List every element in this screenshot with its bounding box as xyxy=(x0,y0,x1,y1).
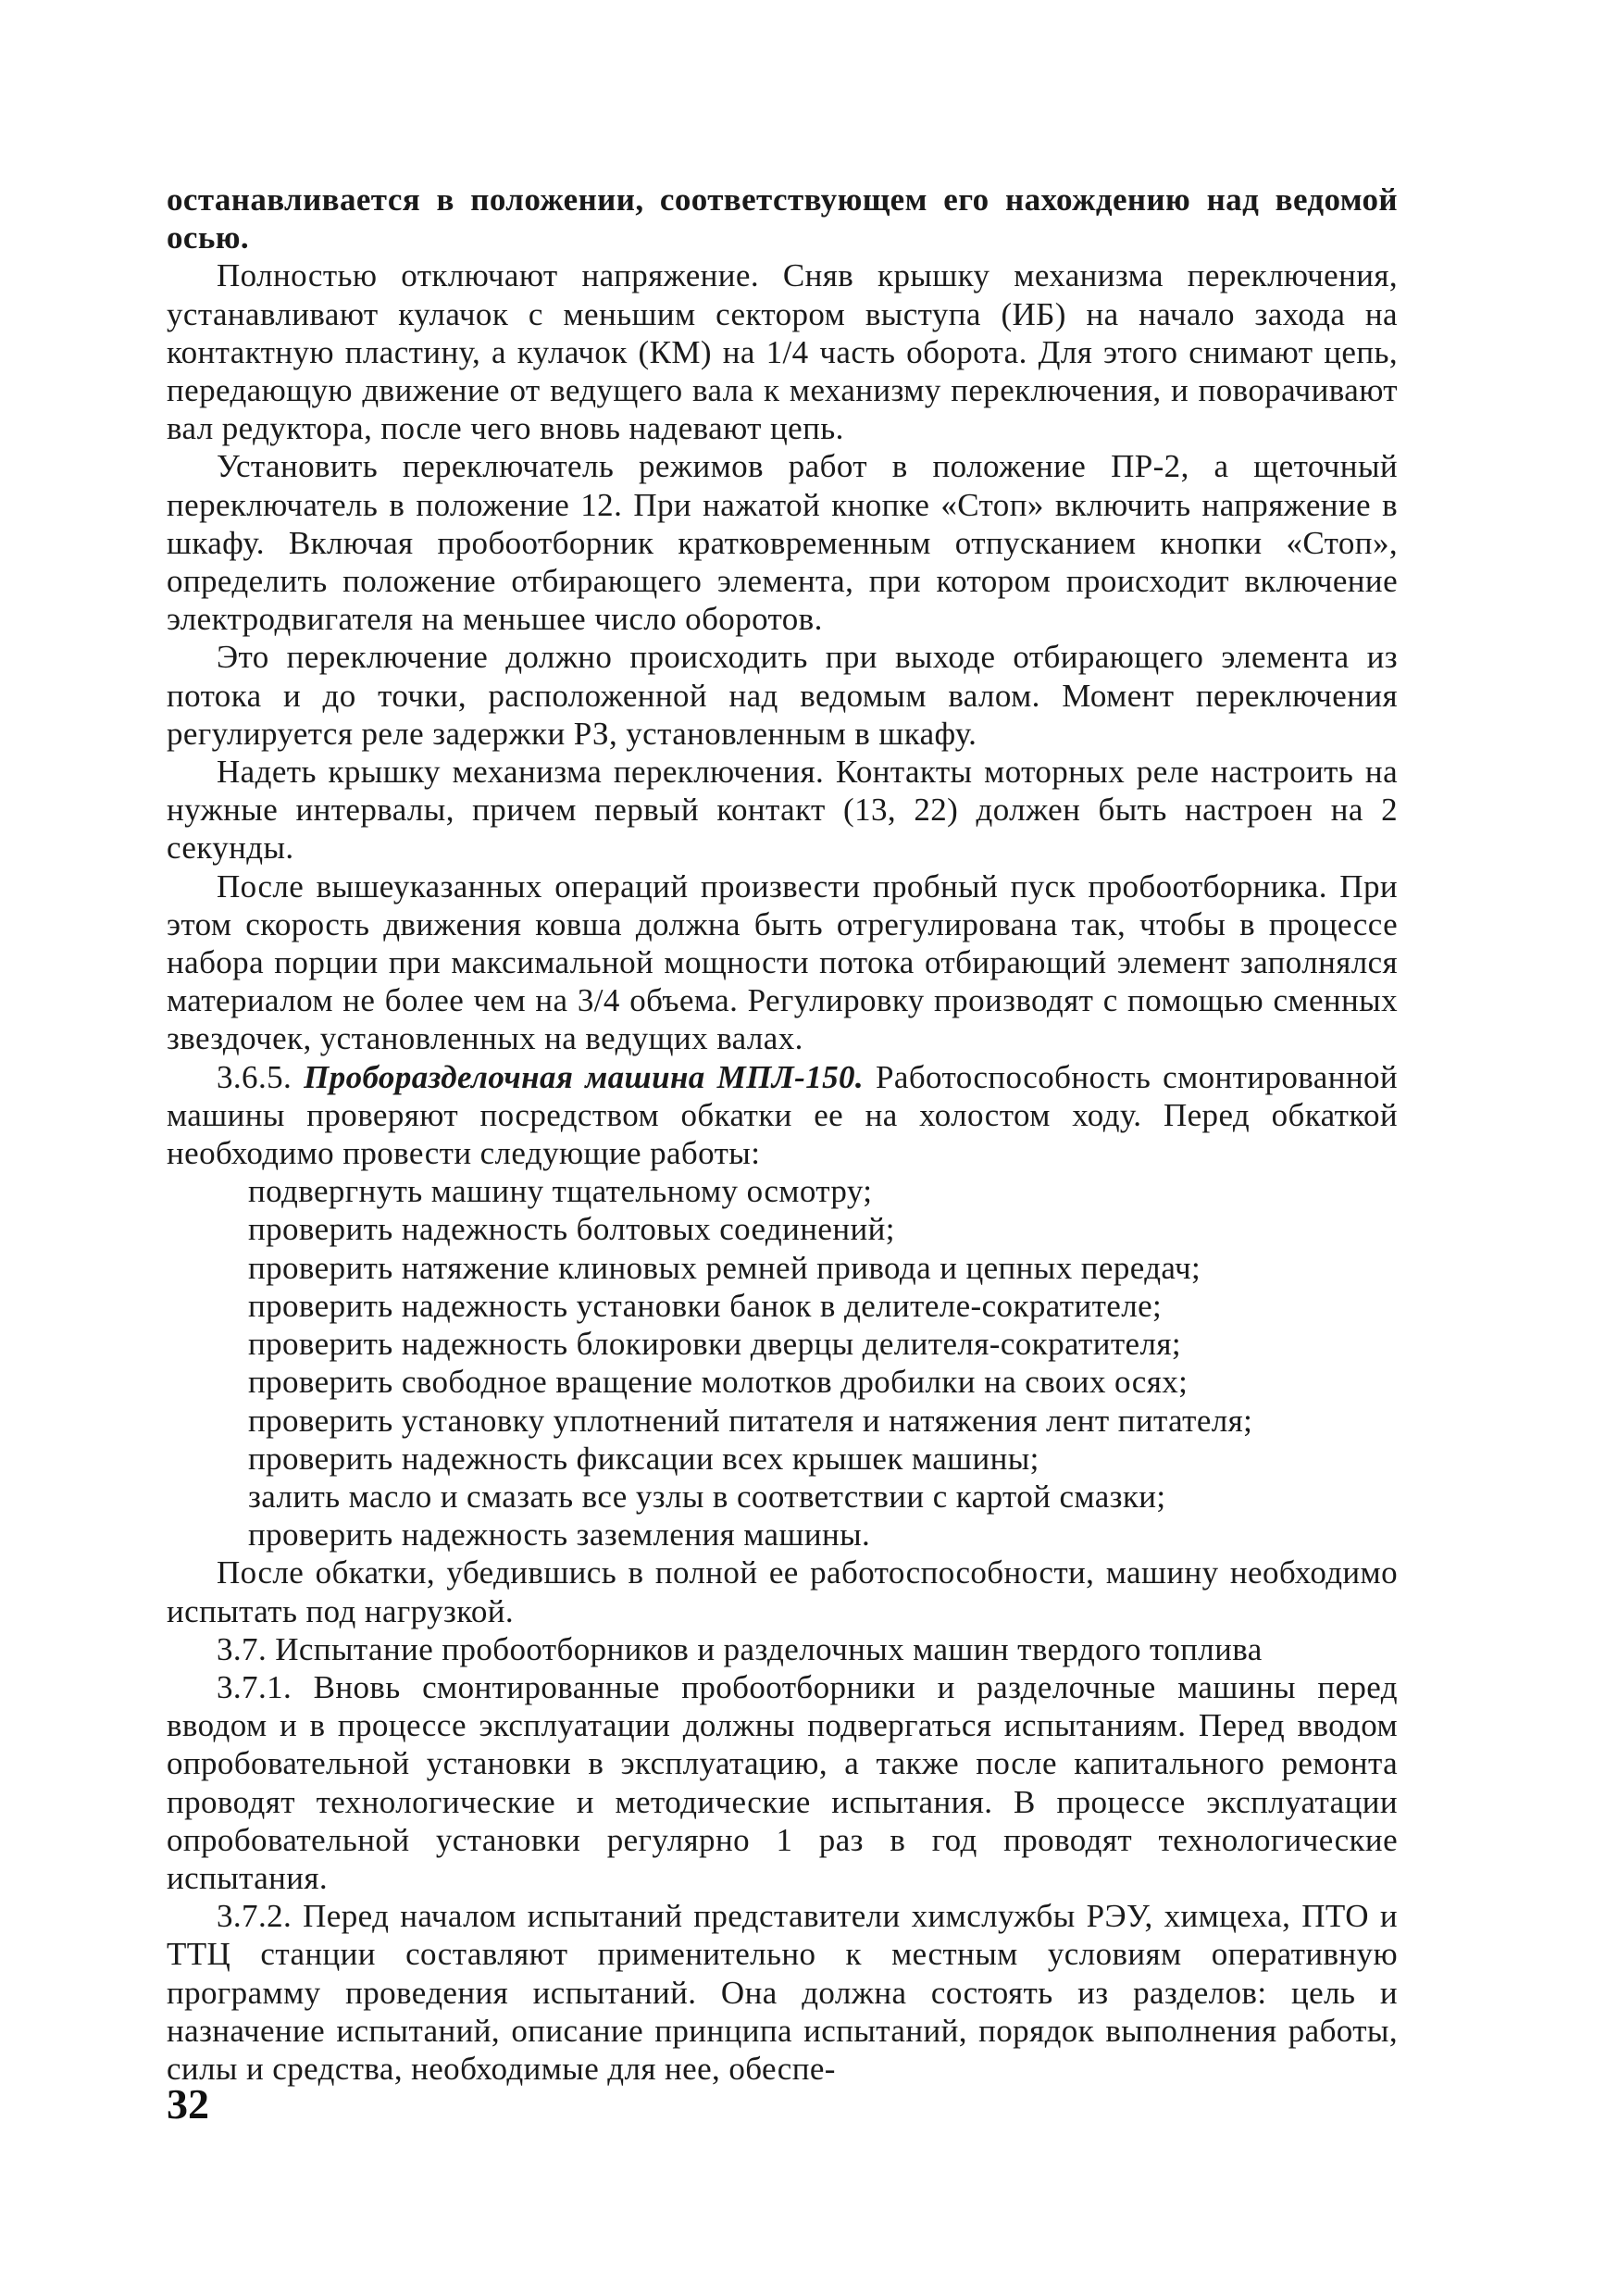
list-item: проверить надежность блокировки дверцы делителя-сократителя; xyxy=(248,1326,1181,1363)
list-item: залить масло и смазать все узлы в соответствии с картой смазки; xyxy=(248,1478,1166,1515)
page-number: 32 xyxy=(167,2080,209,2128)
paragraph-mpl150 xyxy=(167,1058,1398,1173)
paragraph-switching-moment: Это переключение должно происходить при выходе отбирающего элемента из потока и до точки, расположенной над ведомым валом. Момент переключения регулируется реле задержки РЗ, установленным в шкафу. xyxy=(167,639,1398,752)
machine-title: Проборазделочная машина МПЛ-150. xyxy=(304,1058,865,1095)
list-item: проверить установку уплотнений питателя и натяжения лент питателя; xyxy=(248,1402,1253,1439)
paragraph-371: 3.7.1. Вновь смонтированные пробоотборники и разделочные машины перед вводом и в процессе эксплуатации должны подвергаться испытаниям. Перед вводом опробовательной установки в эксплуатацию, а также после капитального ремонта проводят технологические и методические испытания. В процессе эксплуатации опробовательной установки регулярно 1 раз в год проводят технологические испытания. xyxy=(167,1668,1398,1896)
paragraph-relay-contacts: Надеть крышку механизма переключения. Контакты моторных реле настроить на нужные интервалы, причем первый контакт (13, 22) должен быть настроен на 2 секунды. xyxy=(167,754,1398,867)
list-item: проверить надежность болтовых соединений; xyxy=(248,1211,895,1248)
list-item: проверить надежность фиксации всех крышек машины; xyxy=(248,1440,1039,1477)
paragraph-372: 3.7.2. Перед началом испытаний представители химслужбы РЭУ, химцеха, ПТО и ТТЦ станции составляют применительно к местным условиям оперативную программу проведения испытаний. Она должна состоять из разделов: цель и назначение испытаний, описание принципа испытаний, порядок выполнения работы, силы и средства, необходимые для нее, обеспе- xyxy=(167,1898,1398,2087)
paragraph-trial-run: После вышеуказанных операций произвести пробный пуск пробоотборника. При этом скорость движения ковша должна быть отрегулирована так, чтобы в процессе набора порции при максимальной мощности потока отбирающий элемент заполнялся материалом не более чем на 3/4 объема. Регулировку производят с помощью сменных звездочек, установленных на ведущих валах. xyxy=(167,867,1398,1057)
paragraph-continuation: останавливается в положении, соответствующем его нахождению над ведомой осью. xyxy=(167,181,1398,256)
section-number-365: 3.6.5. xyxy=(217,1058,292,1095)
section-heading-37: 3.7. Испытание пробоотборников и разделочных машин твердого топлива xyxy=(217,1630,1263,1667)
paragraph-mode-switch: Установить переключатель режимов работ в положение ПР-2, а щеточный переключатель в положение 12. При нажатой кнопке «Стоп» включить напряжение в шкафу. Включая пробоотборник кратковременным отпусканием кнопки «Стоп», определить положение отбирающего элемента, при котором происходит включение электродвигателя на меньшее число оборотов. xyxy=(167,448,1398,638)
checklist xyxy=(167,1172,1398,1554)
page-body xyxy=(167,181,1398,2088)
paragraph-mpl150-text: Работоспособность смонтированной машины проверяют посредством обкатки ее на холостом ходу. Перед обкаткой необходимо провести следующие работы: xyxy=(167,1058,1398,1172)
list-item: проверить свободное вращение молотков дробилки на своих осях; xyxy=(248,1364,1189,1401)
paragraph-disconnect-voltage: Полностью отключают напряжение. Сняв крышку механизма переключения, устанавливают кулачок с меньшим сектором выступа (ИБ) на начало захода на контактную пластину, а кулачок (КМ) на 1/4 часть оборота. Для этого снимают цепь, передающую движение от ведущего вала к механизму переключения, и поворачивают вал редуктора, после чего вновь надевают цепь. xyxy=(167,257,1398,447)
list-item: подвергнуть машину тщательному осмотру; xyxy=(248,1173,873,1210)
paragraph-load-test: После обкатки, убедившись в полной ее работоспособности, машину необходимо испытать под нагрузкой. xyxy=(167,1554,1398,1629)
list-item: проверить надежность заземления машины. xyxy=(248,1516,871,1554)
list-item: проверить натяжение клиновых ремней привода и цепных передач; xyxy=(248,1249,1201,1286)
list-item: проверить надежность установки банок в делителе-сократителе; xyxy=(248,1287,1163,1324)
